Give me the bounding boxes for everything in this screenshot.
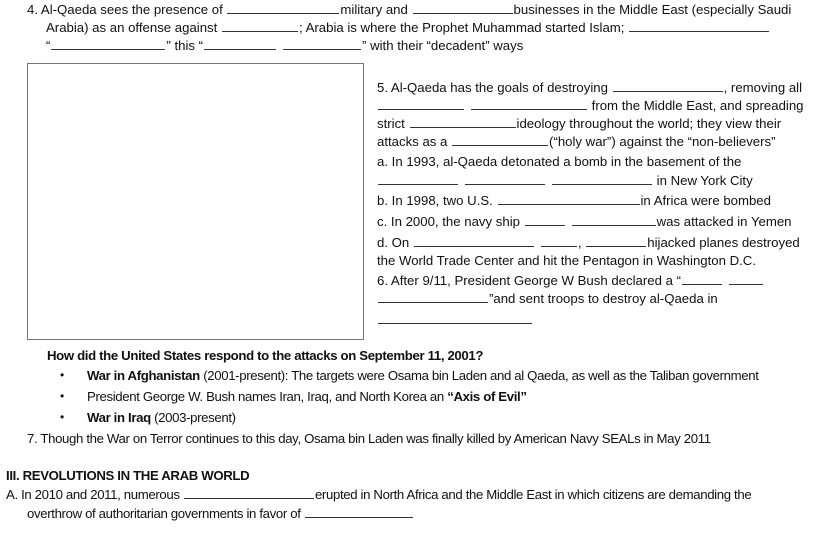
q5a-text: a. In 1993, al-Qaeda detonated a bomb in the basement of the (377, 154, 742, 169)
q5-text: attacks as a (377, 134, 452, 149)
section3-a-line-1 (6, 486, 751, 504)
q4-text: 4. Al-Qaeda sees the presence of (27, 2, 227, 17)
bullet-text: (2003-present) (150, 410, 236, 425)
q6-line-1 (377, 272, 764, 290)
q5a-text: in New York City (653, 173, 753, 188)
q5-text: 5. Al-Qaeda has the goals of destroying (377, 80, 612, 95)
answer-blank[interactable] (378, 311, 532, 324)
bullet-icon (60, 389, 64, 403)
bullet-bold-text: War in Iraq (87, 410, 151, 425)
q4-text: businesses in the Middle East (especially Saudi (513, 2, 792, 17)
bullet-icon (60, 410, 64, 424)
answer-blank[interactable] (613, 79, 723, 92)
answer-blank[interactable] (552, 172, 652, 185)
answer-blank[interactable] (378, 290, 488, 303)
q5c-text: was attacked in Yemen (656, 214, 792, 229)
q5b-text: b. In 1998, two U.S. (377, 193, 497, 208)
answer-blank[interactable] (729, 272, 763, 285)
q4-line-2 (46, 19, 770, 37)
q5-text: strict (377, 116, 409, 131)
q5-line-3 (377, 115, 781, 133)
answer-blank[interactable] (465, 172, 545, 185)
answer-blank[interactable] (305, 505, 413, 518)
q7-text: 7. Though the War on Terror continues to this day, Osama bin Laden was finally killed by American Navy SEALs in May 2011 (27, 431, 711, 446)
q6-line-3 (377, 311, 533, 329)
bullet-char: • (60, 389, 65, 403)
section3-text: erupted in North Africa and the Middle East in which citizens are demanding the (314, 487, 752, 502)
answer-blank[interactable] (541, 234, 577, 247)
response-bullet-1 (87, 367, 759, 385)
answer-blank[interactable] (629, 19, 769, 32)
response-bullet-3 (87, 409, 236, 427)
q4-text: Arabia) as an offense against (46, 20, 221, 35)
q5a-line-1 (377, 153, 741, 171)
q5-text: , removing all (723, 80, 803, 95)
q5-line-2 (377, 97, 804, 115)
response-bullet-2 (87, 388, 527, 406)
answer-blank[interactable] (51, 37, 165, 50)
answer-blank[interactable] (222, 19, 298, 32)
q4-text: ” with their “decadent” ways (362, 38, 524, 53)
response-heading-text: How did the United States respond to the attacks on September 11, 2001? (47, 348, 484, 363)
answer-blank[interactable] (283, 37, 361, 50)
q5c-text: c. In 2000, the navy ship (377, 214, 524, 229)
q5b-text: in Africa were bombed (640, 193, 771, 208)
q6-text: 6. After 9/11, President George W Bush declared a “ (377, 273, 681, 288)
q5d-text: the World Trade Center and hit the Pentagon in Washington D.C. (377, 253, 756, 268)
response-heading (47, 347, 483, 365)
answer-blank[interactable] (471, 97, 587, 110)
q4-text: ” this “ (166, 38, 204, 53)
q5d-line-1 (377, 234, 800, 252)
q5-line-1 (377, 79, 802, 97)
answer-blank[interactable] (413, 1, 513, 14)
section3-heading (6, 467, 249, 485)
answer-blank[interactable] (378, 97, 464, 110)
q6-text: ”and sent troops to destroy al-Qaeda in (489, 291, 718, 306)
q5-line-4 (377, 133, 776, 151)
answer-blank[interactable] (572, 213, 656, 226)
bullet-text: (2001-present): The targets were Osama bin Laden and al Qaeda, as well as the Taliban government (199, 368, 759, 383)
q5a-line-2 (377, 172, 753, 190)
bullet-icon (60, 368, 64, 382)
image-placeholder-box (27, 63, 364, 340)
answer-blank[interactable] (525, 213, 565, 226)
answer-blank[interactable] (227, 1, 339, 14)
q5d-text: , (577, 235, 586, 250)
q5d-text: d. On (377, 235, 413, 250)
q7-line (27, 430, 711, 448)
answer-blank[interactable] (204, 37, 276, 50)
bullet-char: • (60, 368, 65, 382)
q4-line-3 (46, 37, 523, 55)
q4-text: “ (46, 38, 51, 53)
section3-heading-text: III. REVOLUTIONS IN THE ARAB WORLD (6, 468, 250, 483)
answer-blank[interactable] (586, 234, 646, 247)
q5d-text: hijacked planes destroyed (647, 235, 800, 250)
q5b-line (377, 192, 771, 210)
q5c-line (377, 213, 792, 231)
section3-text: overthrow of authoritarian governments in favor of (27, 506, 304, 521)
answer-blank[interactable] (682, 272, 722, 285)
answer-blank[interactable] (452, 133, 548, 146)
section3-a-line-2 (27, 505, 414, 523)
answer-blank[interactable] (498, 192, 640, 205)
q5-text: ideology throughout the world; they view their (516, 116, 782, 131)
q5-text: (“holy war”) against the “non-believers” (549, 134, 776, 149)
q5-text: from the Middle East, and spreading (588, 98, 804, 113)
answer-blank[interactable] (378, 172, 458, 185)
section3-text: A. In 2010 and 2011, numerous (6, 487, 183, 502)
bullet-char: • (60, 410, 65, 424)
answer-blank[interactable] (414, 234, 534, 247)
q6-line-2 (377, 290, 718, 308)
q4-text: ; Arabia is where the Prophet Muhammad started Islam; (298, 20, 629, 35)
q5d-line-2 (377, 252, 756, 270)
bullet-text: President George W. Bush names Iran, Iraq, and North Korea an (87, 389, 448, 404)
bullet-bold-text: “Axis of Evil” (447, 389, 527, 404)
q4-line-1 (27, 1, 791, 19)
answer-blank[interactable] (184, 486, 314, 499)
q4-text: military and (340, 2, 412, 17)
bullet-bold-text: War in Afghanistan (87, 368, 200, 383)
answer-blank[interactable] (410, 115, 516, 128)
